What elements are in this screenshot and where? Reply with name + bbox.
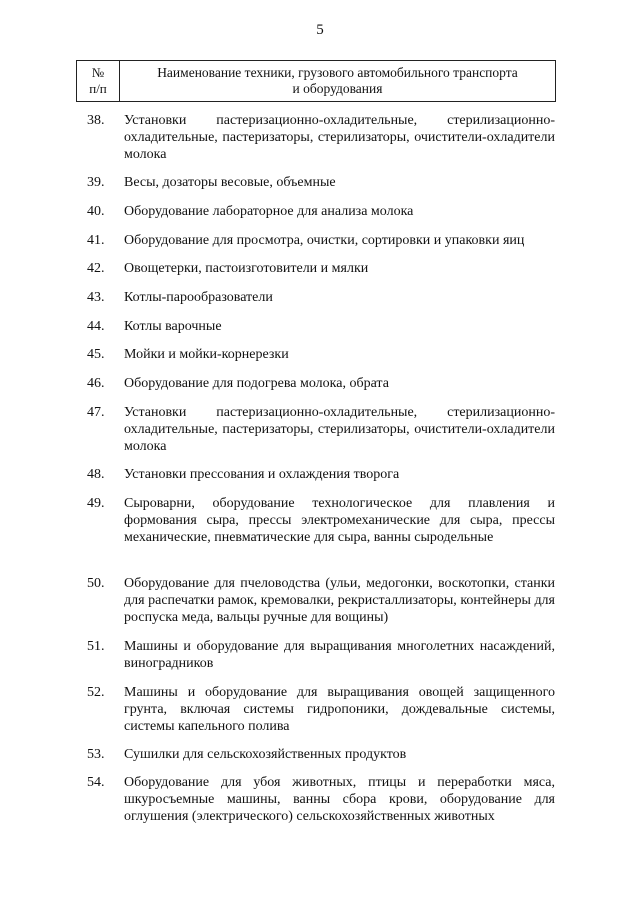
item-text: Оборудование для подогрева молока, обрата	[124, 376, 389, 391]
item-number: 52.	[87, 685, 105, 700]
item-number: 54.	[87, 775, 105, 790]
item-text: Установки пастеризационно-охладительные, стерилизационно-охладительные, пастеризаторы, стерилизаторы, очистители-охладители молока	[124, 113, 555, 162]
item-number: 53.	[87, 747, 105, 762]
item-text: Котлы-парообразователи	[124, 290, 273, 305]
table-header	[76, 60, 556, 102]
item-text: Машины и оборудование для выращивания овощей защищенного грунта, включая системы гидропоники, дождевальные системы, системы капельного полива	[124, 685, 555, 734]
item-number: 46.	[87, 376, 105, 391]
item-text: Оборудование для убоя животных, птицы и переработки мяса, шкуросъемные машины, ванны сбора крови, оборудование для оглушения (электрического) сельскохозяйственных животных	[124, 775, 555, 824]
item-text: Овощетерки, пастоизготовители и мялки	[124, 261, 369, 276]
header-number-abbrev: п/п	[89, 81, 107, 96]
item-text: Сушилки для сельскохозяйственных продуктов	[124, 747, 407, 762]
item-number: 45.	[87, 347, 105, 362]
list-item	[87, 318, 555, 335]
item-text: Весы, дозаторы весовые, объемные	[124, 175, 336, 190]
list-item	[87, 232, 555, 249]
item-number: 48.	[87, 467, 105, 482]
item-number: 39.	[87, 175, 105, 190]
list-item	[87, 684, 555, 735]
list-item	[87, 260, 555, 277]
header-number-symbol: №	[91, 65, 105, 80]
page-number: 5	[316, 22, 324, 38]
item-text: Сыроварни, оборудование технологическое для плавления и формования сыра, прессы электромеханические для сыра, прессы механические, пневматические для сыра, ванны сыродельные	[124, 496, 555, 545]
item-number: 49.	[87, 496, 105, 511]
item-number: 41.	[87, 233, 105, 248]
item-number: 50.	[87, 576, 105, 591]
list-item	[87, 466, 555, 483]
item-text: Установки прессования и охлаждения творога	[124, 467, 400, 482]
item-number: 43.	[87, 290, 105, 305]
item-text: Мойки и мойки-корнерезки	[124, 347, 289, 362]
item-number: 51.	[87, 639, 105, 654]
list-item	[87, 289, 555, 306]
list-item	[87, 746, 555, 763]
header-name-line-1: Наименование техники, грузового автомобильного транспорта	[157, 65, 518, 80]
list-item	[87, 112, 555, 163]
item-text: Оборудование для пчеловодства (ульи, медогонки, воскотопки, станки для распечатки рамок, кремовалки, рекристаллизаторы, контейнеры для роспуска меда, вальцы ручные для вощины)	[124, 576, 555, 625]
list-item	[87, 638, 555, 672]
header-name-line-2: и оборудования	[292, 81, 383, 96]
list-item	[87, 404, 555, 455]
list-item	[87, 495, 555, 546]
item-text: Оборудование для просмотра, очистки, сортировки и упаковки яиц	[124, 233, 525, 248]
list-item	[87, 774, 555, 825]
list-item	[87, 375, 555, 392]
item-number: 42.	[87, 261, 105, 276]
item-number: 44.	[87, 319, 105, 334]
list-item	[87, 203, 555, 220]
item-text: Оборудование лабораторное для анализа молока	[124, 204, 414, 219]
header-name-column	[120, 61, 555, 101]
item-text: Машины и оборудование для выращивания многолетних насаждений, виноградников	[124, 639, 555, 671]
header-number-column	[77, 61, 120, 101]
item-number: 47.	[87, 405, 105, 420]
list-item	[87, 174, 555, 191]
item-text: Установки пастеризационно-охладительные, стерилизационно-охладительные, пастеризаторы, стерилизаторы, очистители-охладители молока	[124, 405, 555, 454]
item-number: 40.	[87, 204, 105, 219]
list-item	[87, 346, 555, 363]
item-text: Котлы варочные	[124, 319, 222, 334]
list-item	[87, 575, 555, 626]
item-number: 38.	[87, 113, 105, 128]
